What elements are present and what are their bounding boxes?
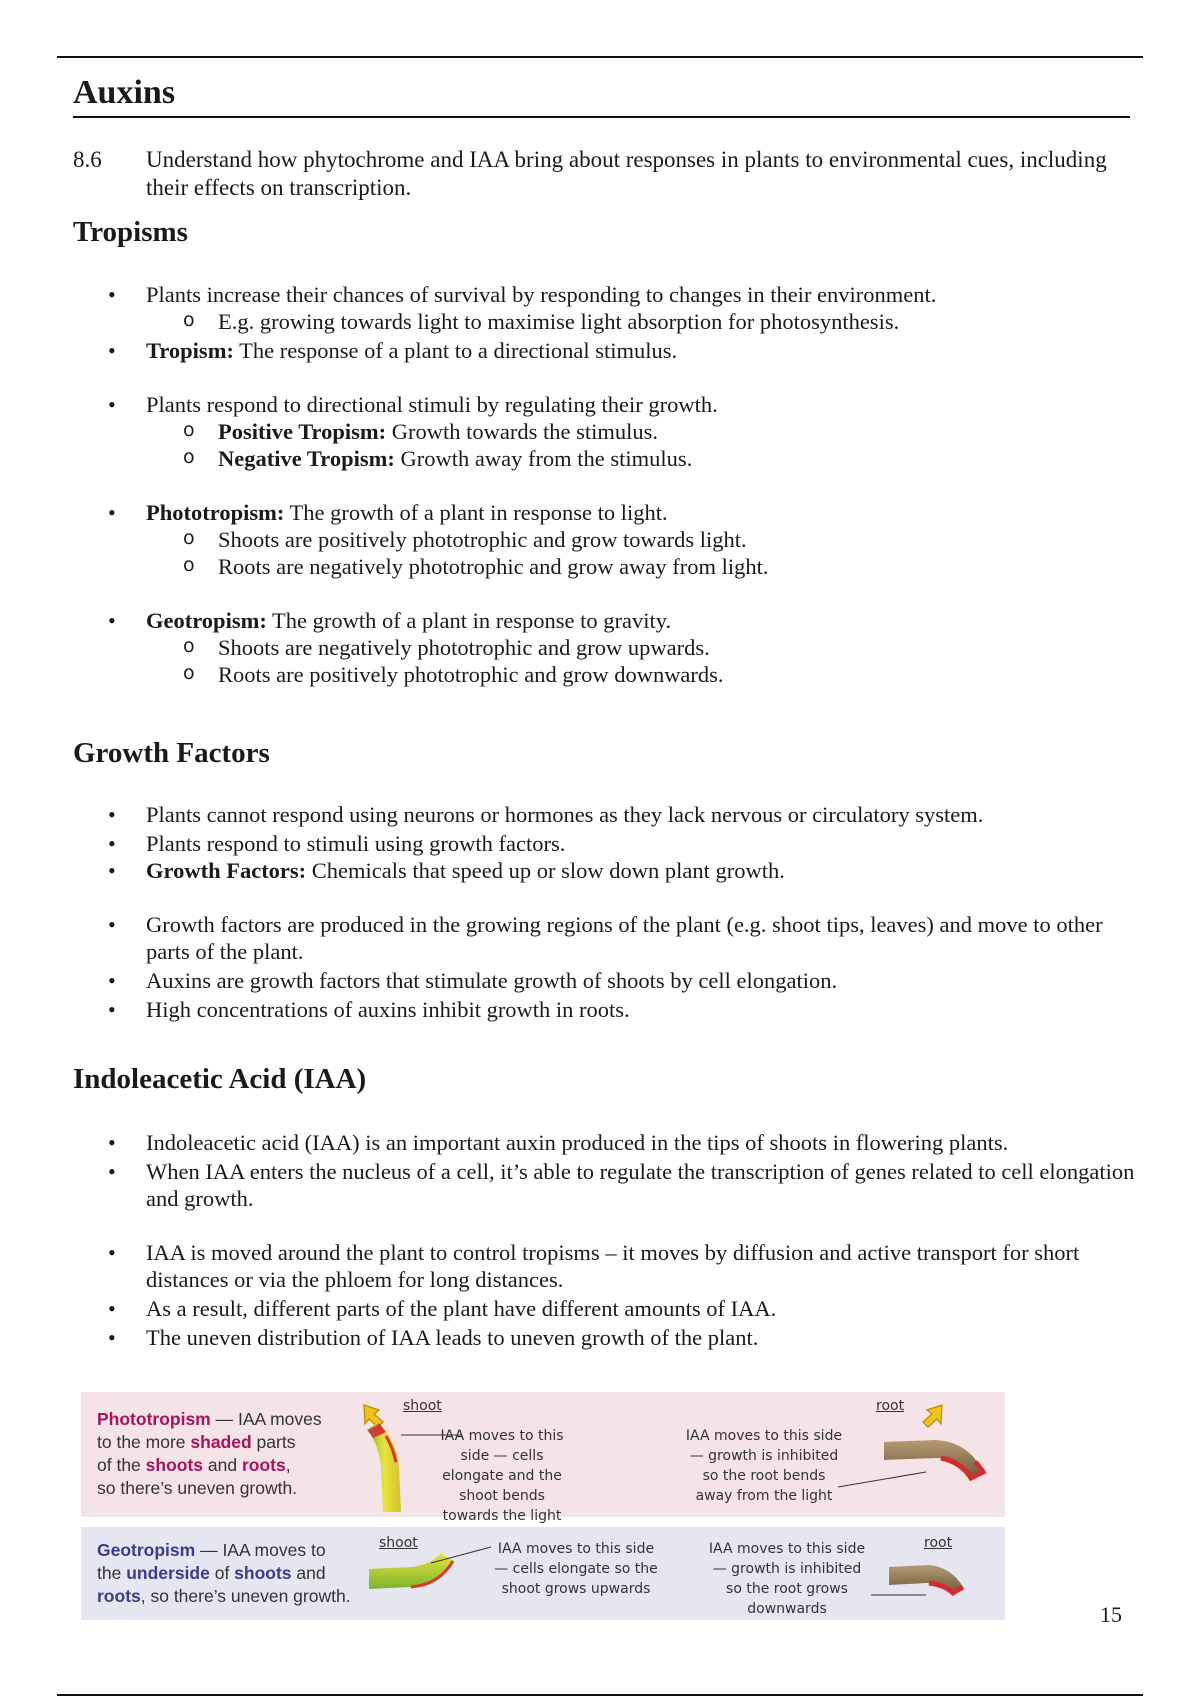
heading-tropisms: Tropisms — [73, 216, 188, 248]
tropisms-list — [0, 281, 1200, 688]
phototropism-caption: Phototropism — IAA moves to the more shaded parts of the shoots and roots, so there’s uneven growth. — [97, 1409, 322, 1498]
list-item: • Tropism: The response of a plant to a directional stimulus. — [0, 337, 1146, 364]
sub-list-item: o Roots are positively phototrophic and grow downwards. — [0, 661, 1148, 688]
bottom-rule — [57, 1694, 1143, 1696]
list-item: • When IAA enters the nucleus of a cell, it’s able to regulate the transcription of genes related to cell elongation and growth. — [0, 1158, 1146, 1212]
geotropism-panel — [81, 1527, 1005, 1620]
phototropism-drawing — [81, 1392, 1005, 1517]
list-item: • Geotropism: The growth of a plant in response to gravity. — [0, 607, 1146, 634]
root-bending-icon — [884, 1440, 983, 1478]
top-rule — [57, 56, 1143, 58]
shoot-note: IAA moves to this side — cells elongate and the shoot bends towards the light — [440, 1428, 564, 1524]
heading-growth-factors: Growth Factors — [73, 737, 270, 769]
phototropism-panel — [81, 1392, 1005, 1524]
list-item: • Plants increase their chances of survival by responding to changes in their environment. — [0, 281, 1146, 308]
list-item: • Growth factors are produced in the growing regions of the plant (e.g. shoot tips, leaves) and move to other parts of the plant. — [0, 911, 1146, 965]
page-title: Auxins — [73, 74, 176, 111]
shoot-note: IAA moves to this side — cells elongate so the shoot grows upwards — [494, 1541, 658, 1597]
list-item: • As a result, different parts of the plant have different amounts of IAA. — [0, 1295, 1146, 1322]
page-number: 15 — [1100, 1602, 1122, 1627]
shoot-horizontal-icon — [369, 1553, 453, 1589]
geotropism-caption: Geotropism — IAA moves to the underside of shoots and roots, so there’s uneven growth. — [97, 1540, 351, 1606]
sub-list-item: o Roots are negatively phototrophic and grow away from light. — [0, 553, 1148, 580]
shoot-label: shoot — [379, 1535, 418, 1551]
list-item: • Plants respond to directional stimuli by regulating their growth. — [0, 391, 1146, 418]
spec-text: Understand how phytochrome and IAA bring about responses in plants to environmental cues, including their effects on transcription. — [146, 147, 1107, 200]
list-item: • Indoleacetic acid (IAA) is an important auxin produced in the tips of shoots in flowering plants. — [0, 1129, 1146, 1156]
sub-list-item: o Negative Tropism: Growth away from the stimulus. — [0, 445, 1148, 472]
growth-factors-list — [0, 801, 1200, 1023]
geotropism-drawing — [81, 1527, 1005, 1620]
root-note: IAA moves to this side — growth is inhibited so the root bends away from the light — [685, 1428, 843, 1504]
shoot-label: shoot — [403, 1398, 442, 1414]
list-item: • IAA is moved around the plant to control tropisms – it moves by diffusion and active transport for short distances or via the phloem for long distances. — [0, 1239, 1146, 1293]
list-item: • Plants respond to stimuli using growth factors. — [0, 830, 1146, 857]
sub-list-item: o Shoots are negatively phototrophic and grow upwards. — [0, 634, 1148, 661]
shoot-bending-icon — [367, 1422, 401, 1512]
sub-list-item: o E.g. growing towards light to maximise light absorption for photosynthesis. — [0, 308, 1148, 335]
root-label: root — [876, 1398, 905, 1414]
root-downward-icon — [889, 1565, 963, 1593]
sun-arrow-icon — [364, 1405, 383, 1427]
root-note: IAA moves to this side — growth is inhibited so the root grows downwards — [708, 1541, 866, 1617]
list-item: • The uneven distribution of IAA leads to uneven growth of the plant. — [0, 1324, 1146, 1351]
list-item: • Phototropism: The growth of a plant in response to light. — [0, 499, 1146, 526]
sun-arrow-icon — [923, 1405, 942, 1427]
sub-list-item: o Positive Tropism: Growth towards the stimulus. — [0, 418, 1148, 445]
sub-list-item: o Shoots are positively phototrophic and grow towards light. — [0, 526, 1148, 553]
iaa-list — [0, 1129, 1200, 1351]
list-item: • Growth Factors: Chemicals that speed up or slow down plant growth. — [0, 857, 1146, 884]
title-underline — [73, 116, 1130, 118]
root-label: root — [924, 1535, 953, 1551]
list-item: • Auxins are growth factors that stimulate growth of shoots by cell elongation. — [0, 967, 1146, 994]
list-item: • Plants cannot respond using neurons or hormones as they lack nervous or circulatory system. — [0, 801, 1146, 828]
heading-iaa: Indoleacetic Acid (IAA) — [73, 1063, 367, 1095]
list-item: • High concentrations of auxins inhibit growth in roots. — [0, 996, 1146, 1023]
spec-number: 8.6 — [73, 147, 102, 172]
